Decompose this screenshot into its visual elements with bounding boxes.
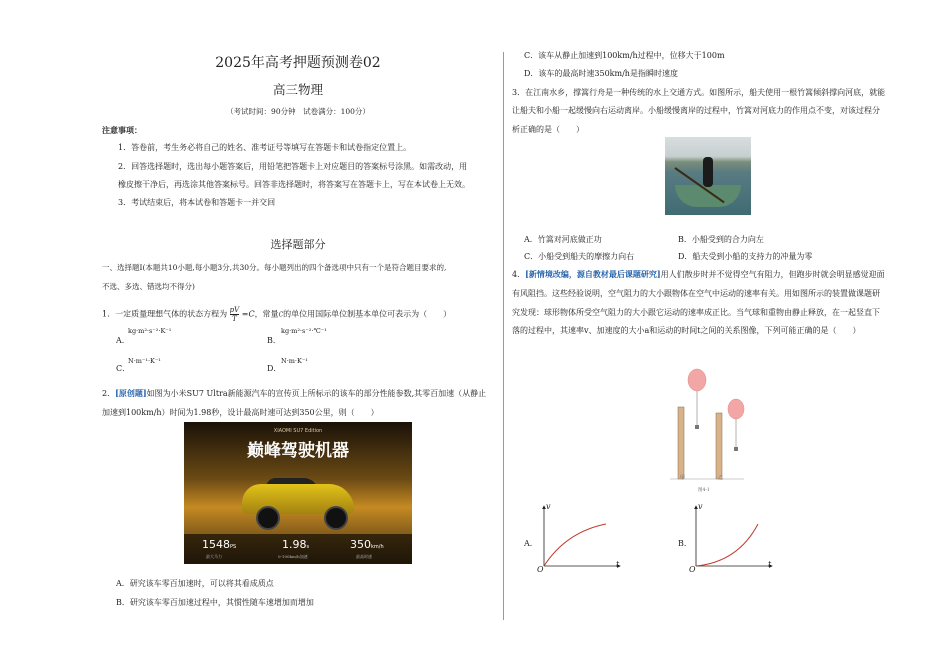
q1-option-C-label: C．	[116, 364, 131, 373]
poster-stat-accel: 1.98s	[282, 538, 310, 551]
notice-item-2-cont: 橡皮擦干净后，再选涂其他答案标号。回答非选择题时，将答案写在答题卡上，写在本试卷上无效。	[118, 180, 470, 189]
figure-label-left: 甲	[680, 475, 686, 481]
notice-item-3: 3．考试结束后，将本试卷和答题卡一并交回	[118, 198, 276, 207]
graph-A-v-label: v	[546, 502, 551, 511]
exam-info: （考试时间：90分钟 试卷满分：100分）	[226, 107, 370, 116]
q1-option-A: kg·m²·s⁻²·K⁻¹	[128, 327, 172, 335]
q2-line-1: 2．[原创题]如图为小米SU7 Ultra新能源汽车的宣传页上所标示的该车的部分性能参数,其零百加速（从静止	[102, 388, 487, 398]
q2-line-2: 加速到100km/h）时间为1.98秒，设计最高时速可达到350公里，则（ ）	[102, 408, 379, 417]
ruler-right	[716, 413, 722, 479]
q3-option-D: D．船夫受到小船的支持力的冲量为零	[678, 252, 813, 261]
figure-label-right: 乙	[718, 475, 724, 481]
car-poster-image	[184, 422, 412, 564]
graph-A-curve	[544, 524, 606, 566]
q3-option-C: C．小船受到船夫的摩擦力向右	[524, 252, 635, 261]
q1-option-B-label: B．	[267, 336, 281, 345]
weight-right	[734, 447, 738, 451]
page-title: 2025年高考押题预测卷02	[215, 55, 381, 71]
column-divider	[503, 52, 504, 620]
balloon-right	[728, 399, 744, 419]
graph-A-label: A．	[524, 539, 538, 548]
section-intro-1: 一、选择题Ⅰ(本题共10小题,每小题3分,共30分。每小题列出的四个备选项中只有一个是符合题目要求的,	[102, 263, 447, 272]
ruler-left	[678, 407, 684, 479]
q1-option-D-label: D．	[267, 364, 282, 373]
poster-stat-speed-label: 最高时速	[356, 554, 372, 559]
weight-left	[695, 425, 699, 429]
graph-B-label: B．	[678, 539, 692, 548]
graph-B-t-label: t	[768, 560, 772, 569]
boatman	[703, 157, 713, 187]
section-title: 选择题部分	[270, 238, 326, 251]
figure-caption: 图4-1	[698, 488, 710, 493]
q4-line-4: 落的过程中，其速率v、加速度的大小a和运动的时间t之间的关系图像，下列可能正确的是（ ）	[512, 326, 861, 335]
graph-B	[688, 502, 776, 574]
q2-option-B: B．研究该车零百加速过程中，其惯性随车速增加而增加	[116, 598, 314, 607]
q2-option-D: D．该车的最高时速350km/h是指瞬时速度	[524, 69, 678, 78]
poster-headline: 巅峰驾驶机器	[247, 441, 349, 461]
q3-line-3: 析正确的是（ ）	[512, 125, 584, 134]
graph-B-curve	[696, 524, 758, 566]
subject-title: 高三物理	[272, 82, 323, 97]
graph-B-v-label: v	[698, 502, 703, 511]
q4-line-3: 究发现：球形物体所受空气阻力的大小跟它运动的速率成正比。当气球和重物由静止释放，在一起竖直下	[512, 308, 880, 317]
q3-line-2: 让船夫和小船一起缓慢向右运动离岸。小船缓慢离岸的过程中，竹篙对河底力的作用点不变，对该过程分	[512, 106, 880, 115]
q1-formula: $\frac{pV}{T}$	[229, 306, 240, 323]
boat-photo	[665, 137, 751, 215]
poster-stat-hp-label: 最大马力	[206, 554, 222, 559]
q3-option-B: B．小船受到的合力向左	[678, 235, 764, 244]
q1-option-C: N·m⁻¹·K⁻¹	[128, 357, 161, 365]
boat	[675, 185, 741, 207]
balloon-left	[688, 369, 706, 391]
notice-item-2: 2．回答选择题时，选出每小题答案后，用铅笔把答题卡上对应题目的答案标号涂黑。如需改动，用	[118, 162, 468, 171]
poster-stats-bar	[184, 534, 412, 564]
q4-line-1: 4．[新情境改编，源自教材最后课题研究]用人们散步时并不觉得空气有阻力，但跑步时就会明显感觉迎面	[512, 269, 885, 279]
q1-stem: 1．一定质量理想气体的状态方程为 $\frac{pV}{T}$ =C，常量C的单位用国际单位制基本单位可表示为（ ）	[102, 306, 452, 323]
notice-item-1: 1．答卷前，考生务必将自己的姓名、准考证号等填写在答题卡和试卷指定位置上。	[118, 143, 412, 152]
q1-option-B: kg·m²·s⁻²·℃⁻¹	[281, 327, 327, 335]
q3-line-1: 3．在江南水乡，撑篙行舟是一种传统的水上交通方式。如图所示，船夫使用一根竹篙倾斜撑向河底，就能	[512, 88, 886, 97]
q2-option-C: C．该车从静止加速到100km/h过程中，位移大于100m	[524, 51, 725, 60]
q4-line-2: 有风阻挡。这些经验说明，空气阻力的大小跟物体在空气中运动的速率有关。用如图所示的装置做课题研	[512, 289, 880, 298]
q1-option-A-label: A．	[116, 336, 130, 345]
q2-option-A: A．研究该车零百加速时，可以将其看成质点	[116, 579, 274, 588]
car-wheel-rear	[324, 506, 348, 530]
q3-option-A: A．竹篙对河底做正功	[524, 235, 602, 244]
section-intro-2: 不选、多选、错选均不得分)	[102, 282, 195, 291]
poster-stat-speed: 350km/h	[350, 538, 384, 551]
poster-stat-hp: 1548PS	[202, 538, 237, 551]
q1-option-D: N·m·K⁻¹	[281, 357, 308, 365]
notice-heading: 注意事项：	[102, 125, 142, 135]
poster-brand: XIAOMI SU7 Edition	[273, 428, 323, 434]
car-wheel-front	[256, 506, 280, 530]
graph-A	[536, 502, 624, 574]
graph-A-t-label: t	[616, 560, 620, 569]
graph-B-origin: O	[689, 565, 696, 574]
graph-A-origin: O	[537, 565, 544, 574]
poster-stat-accel-label: 0-100km/h加速	[278, 554, 308, 559]
